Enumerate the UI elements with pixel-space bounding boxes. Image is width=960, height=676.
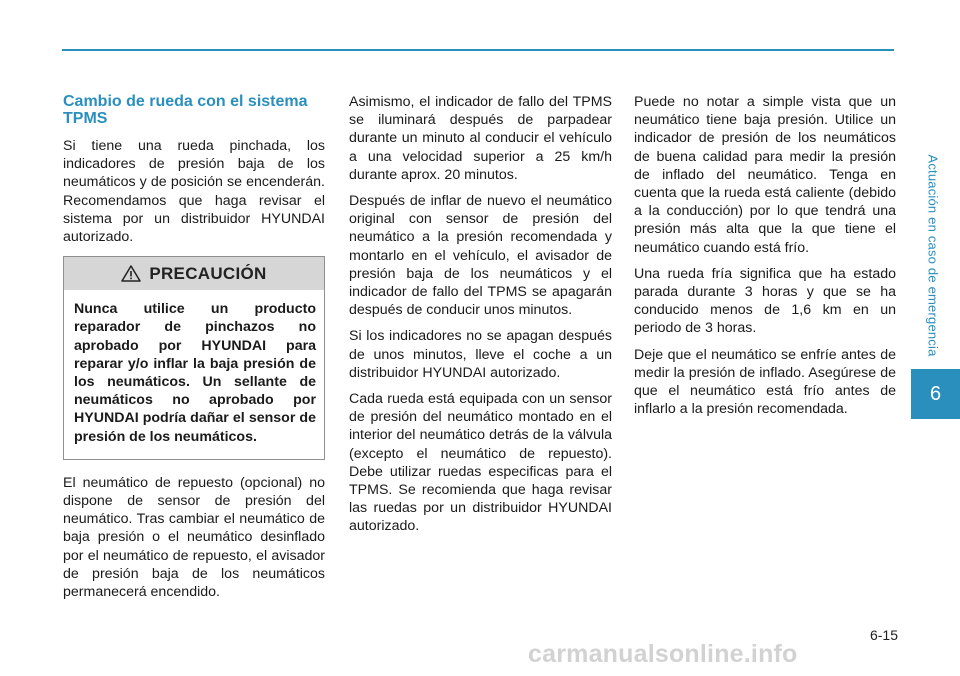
- column-middle: [349, 93, 612, 544]
- paragraph: El neumático de repuesto (opcional) no dispone de sensor de presión del neumático. Tras cambiar el neumático de baja presión o el neumático desinflado por el neumático de repuesto, el avisador de presión baja de los neumáticos permanecerá encendido.: [63, 474, 325, 601]
- paragraph: Si tiene una rueda pinchada, los indicadores de presión baja de los neumáticos y de posición se encenderán. Recomendamos que haga revisar el sistema por un distribuidor HYUNDAI autorizado.: [63, 138, 325, 246]
- chapter-side-label: [921, 140, 945, 370]
- section-title: Cambio de rueda con el sistema TPMS: [63, 93, 308, 127]
- chapter-tab: [911, 369, 960, 419]
- paragraph: Asimismo, el indicador de fallo del TPMS se iluminará después de parpadear durante un minuto al conducir el vehículo a una velocidad superior a 25 km/h durante aprox. 20 minutos.: [349, 94, 612, 183]
- column-right: [634, 93, 896, 426]
- caution-heading: PRECAUCIÓN: [149, 263, 267, 283]
- paragraph: Una rueda fría significa que ha estado parada durante 3 horas y que se ha conducido menos de 1,6 km en un periodo de 3 horas.: [634, 265, 896, 337]
- paragraph: Puede no notar a simple vista que un neumático tiene baja presión. Utilice un indicador de presión de los neumáticos de buena calidad para medir la presión de inflado del neumático. Tenga en cuenta que la rueda está caliente (debido a la conducción) por lo que tendrá una presión más alta que la que tiene el neumático cuando está frío.: [634, 94, 896, 256]
- column-left: [63, 93, 325, 609]
- header-rule: [62, 49, 894, 51]
- paragraph: Cada rueda está equipada con un sensor de presión del neumático montado en el interior del neumático detrás de la válvula (excepto el neumático de repuesto). Debe utilizar ruedas especificas para el TPMS. Se recomienda que haga revisar las ruedas por un distribuidor HYUNDAI autorizado.: [349, 391, 612, 535]
- paragraph: Si los indicadores no se apagan después de unos minutos, lleve el coche a un distribuidor HYUNDAI autorizado.: [349, 328, 612, 381]
- caution-text: Nunca utilice un producto reparador de pinchazos no aprobado por HYUNDAI para reparar y/o inflar la baja presión de los neumáticos. Un sellante de neumáticos no aprobado por HYUNDAI podría dañar el sensor de presión de los neumáticos.: [74, 301, 316, 445]
- caution-header: [64, 257, 324, 290]
- chapter-side-label-text: Actuación en caso de emergencia: [925, 153, 941, 357]
- watermark: carmanualsonline.info: [528, 640, 798, 668]
- page-number: 6-15: [869, 627, 898, 643]
- caution-box: [63, 256, 325, 460]
- paragraph: Después de inflar de nuevo el neumático original con sensor de presión del neumático a la presión recomendada y montarlo en el vehículo, el avisador de presión baja de los neumáticos y el indicador de fallo del TPMS se apagarán después de conducir unos minutos.: [349, 193, 612, 319]
- paragraph: Deje que el neumático se enfríe antes de medir la presión de inflado. Asegúrese de que el neumático está frío antes de inflarlo a la presión recomendada.: [634, 346, 896, 418]
- warning-triangle-icon: [121, 265, 141, 282]
- chapter-number: 6: [929, 382, 942, 405]
